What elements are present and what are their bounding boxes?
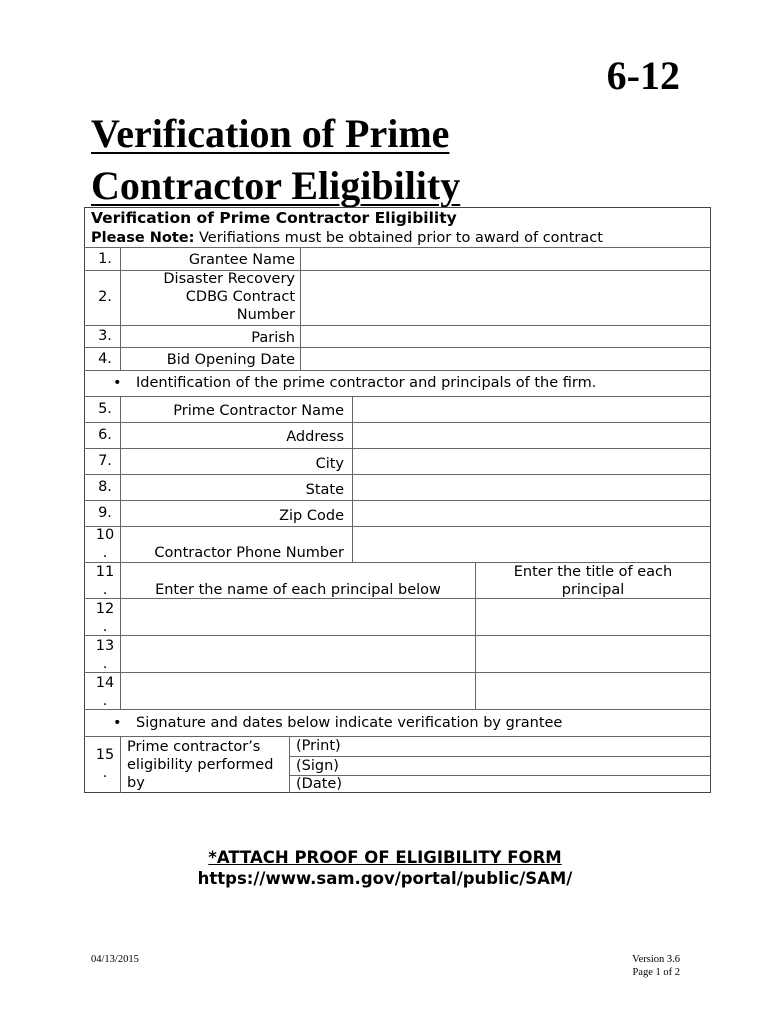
principal-title-field-2[interactable]	[476, 636, 710, 672]
document-title	[91, 108, 611, 212]
date-field[interactable]	[345, 776, 710, 793]
bid-opening-date-label: Bid Opening Date	[166, 352, 295, 368]
row-number-9: 9.	[98, 505, 112, 521]
row-number-3: 3.	[98, 328, 112, 344]
row-number-15: 15 .	[95, 747, 115, 781]
contractor-phone-label: Contractor Phone Number	[154, 545, 344, 561]
parish-label: Parish	[251, 330, 295, 346]
row-number-2: 2.	[98, 289, 112, 305]
row-number-7: 7.	[98, 453, 112, 469]
footer-page: Page 1 of 2	[632, 967, 680, 978]
section-signature: Signature and dates below indicate verification by grantee	[136, 715, 563, 731]
note-text: Verifiations must be obtained prior to award of contract	[194, 230, 603, 246]
principal-name-header: Enter the name of each principal below	[155, 582, 441, 598]
form-heading: Verification of Prime Contractor Eligibility	[91, 209, 457, 227]
footer-date: 04/13/2015	[91, 954, 139, 965]
note-label: Please Note:	[91, 230, 195, 246]
zip-code-field[interactable]	[353, 501, 710, 526]
form-note	[91, 229, 603, 247]
contract-number-field[interactable]	[301, 271, 710, 325]
state-field[interactable]	[353, 475, 710, 500]
principal-name-field-2[interactable]	[121, 636, 475, 672]
row-number-11: 11 .	[95, 564, 115, 598]
row-number-13: 13 .	[95, 638, 115, 672]
bullet-icon: •	[113, 715, 122, 731]
eligibility-performed-label: Prime contractor’s eligibility performed by	[127, 739, 274, 791]
print-name-field[interactable]	[345, 737, 710, 756]
row-number-12: 12 .	[95, 601, 115, 635]
grantee-name-field[interactable]	[301, 248, 710, 270]
row-number-14: 14 .	[95, 675, 115, 709]
principal-title-field-3[interactable]	[476, 673, 710, 709]
sign-label: (Sign)	[296, 758, 339, 774]
bid-opening-date-field[interactable]	[301, 348, 710, 370]
principal-name-field-1[interactable]	[121, 599, 475, 635]
sam-url-link[interactable]: https://www.sam.gov/portal/public/SAM/	[197, 869, 573, 888]
contractor-phone-field[interactable]	[353, 527, 710, 562]
section-identification: Identification of the prime contractor and principals of the firm.	[136, 375, 597, 391]
print-label: (Print)	[296, 738, 341, 754]
principal-title-field-1[interactable]	[476, 599, 710, 635]
principal-name-field-3[interactable]	[121, 673, 475, 709]
address-field[interactable]	[353, 423, 710, 448]
attach-proof-heading: *ATTACH PROOF OF ELIGIBILITY FORM	[208, 848, 562, 867]
footer-version: Version 3.6	[632, 954, 680, 965]
row-number-1: 1.	[98, 251, 112, 267]
footer-version-block	[560, 953, 680, 979]
address-label: Address	[286, 429, 344, 445]
zip-code-label: Zip Code	[279, 508, 344, 524]
city-field[interactable]	[353, 449, 710, 474]
attach-proof-note	[0, 847, 770, 889]
prime-contractor-name-label: Prime Contractor Name	[173, 403, 344, 419]
row-number-8: 8.	[98, 479, 112, 495]
state-label: State	[305, 482, 344, 498]
title-line-1: Verification of Prime	[91, 111, 450, 156]
row-number-6: 6.	[98, 427, 112, 443]
parish-field[interactable]	[301, 326, 710, 347]
bullet-icon: •	[113, 375, 122, 391]
title-line-2: Contractor Eligibility	[91, 163, 461, 208]
contract-number-label: Disaster Recovery CDBG Contract Number	[163, 271, 295, 323]
city-label: City	[315, 456, 344, 472]
form-number: 6-12	[606, 53, 680, 98]
prime-contractor-name-field[interactable]	[353, 397, 710, 422]
row-number-4: 4.	[98, 351, 112, 367]
signature-field[interactable]	[345, 757, 710, 775]
grantee-name-label: Grantee Name	[188, 252, 295, 268]
row-number-5: 5.	[98, 401, 112, 417]
date-label: (Date)	[296, 776, 342, 792]
principal-title-header: Enter the title of each principal	[513, 564, 673, 598]
row-number-10: 10 .	[95, 527, 115, 561]
